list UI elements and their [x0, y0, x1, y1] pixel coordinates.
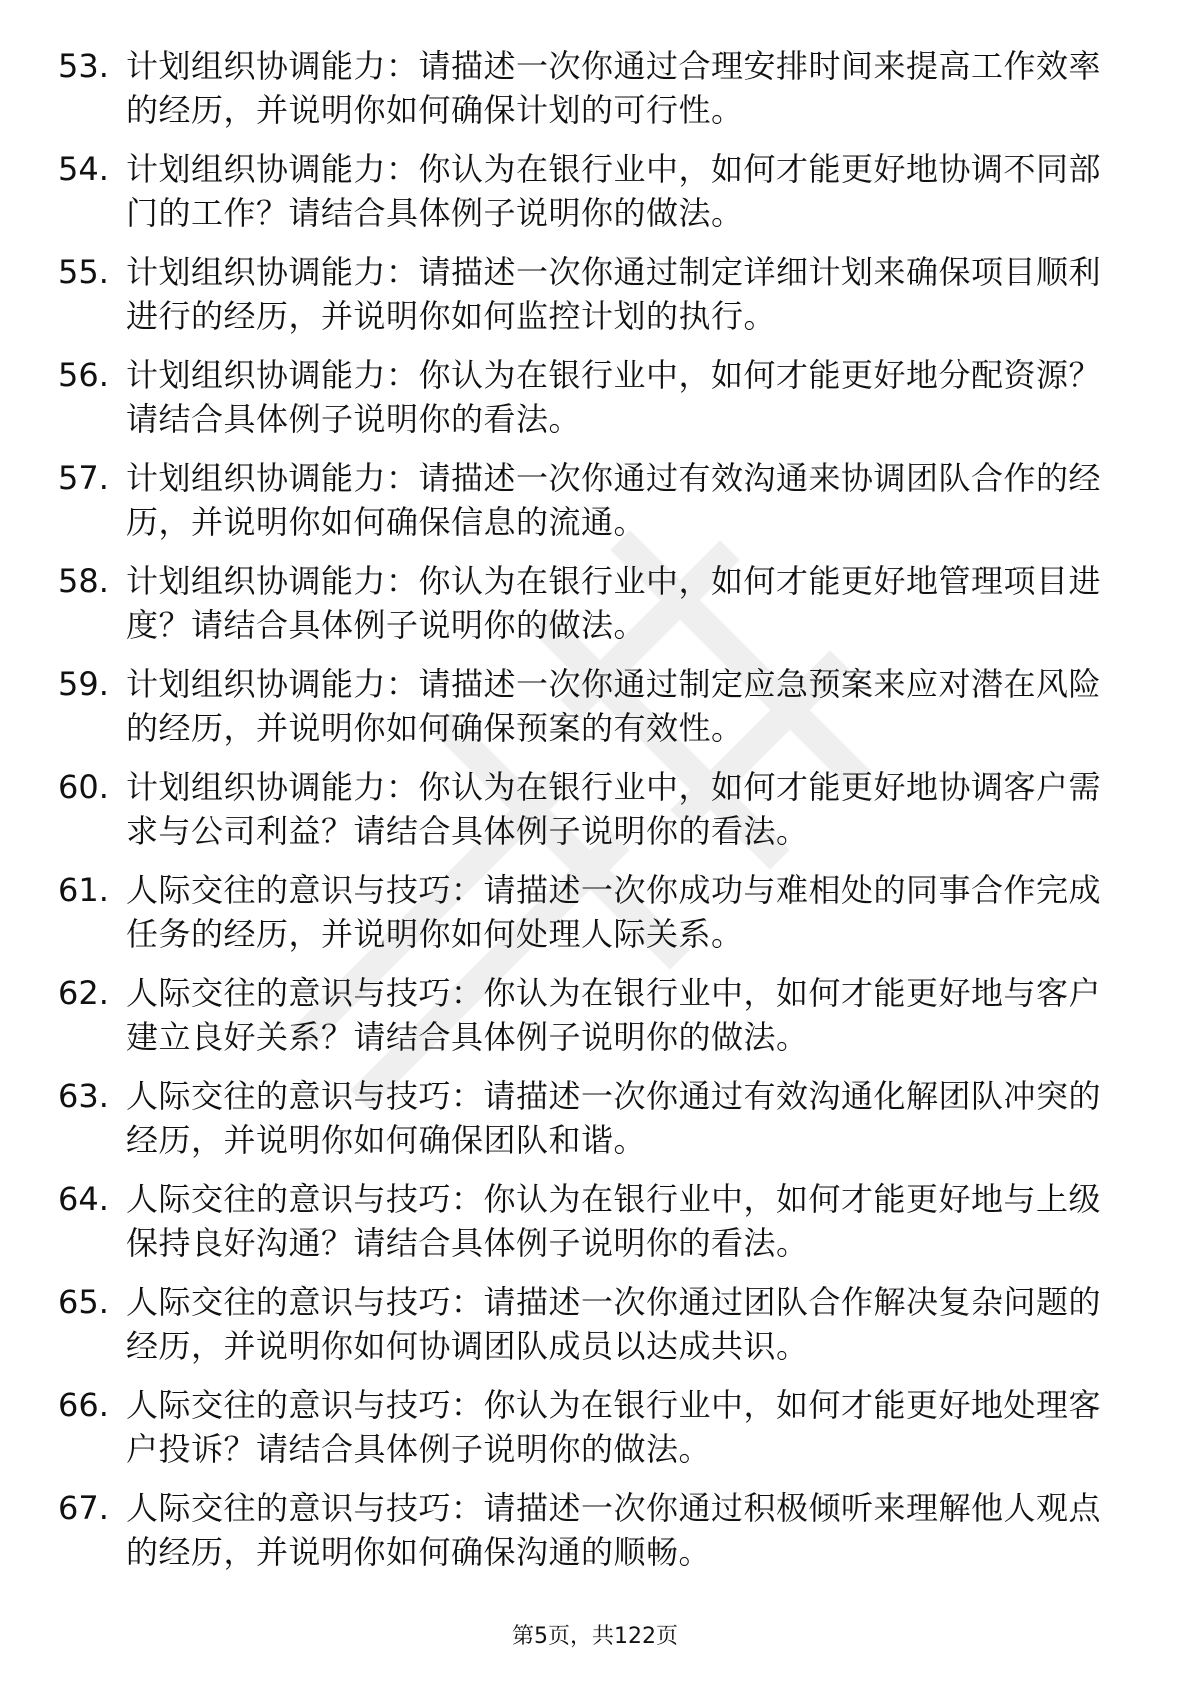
- question-text: 计划组织协调能力：你认为在银行业中，如何才能更好地协调不同部门的工作？请结合具体例子说明你的做法。: [126, 150, 1102, 232]
- question-item: [0, 44, 1190, 147]
- question-number: 65.: [58, 1283, 109, 1321]
- question-item: [0, 353, 1190, 456]
- question-number: 63.: [58, 1077, 109, 1115]
- question-text: 人际交往的意识与技巧：你认为在银行业中，如何才能更好地与客户建立良好关系？请结合具体例子说明你的做法。: [126, 974, 1102, 1056]
- question-text: 计划组织协调能力：请描述一次你通过有效沟通来协调团队合作的经历，并说明你如何确保信息的流通。: [126, 459, 1102, 541]
- question-number: 57.: [58, 459, 109, 497]
- question-item: [0, 1177, 1190, 1280]
- question-text: 人际交往的意识与技巧：请描述一次你通过团队合作解决复杂问题的经历，并说明你如何协调团队成员以达成共识。: [126, 1283, 1102, 1365]
- question-text: 计划组织协调能力：请描述一次你通过合理安排时间来提高工作效率的经历，并说明你如何确保计划的可行性。: [126, 47, 1102, 129]
- question-list: [0, 44, 1190, 1589]
- page-indicator: 第5页，共122页: [512, 1624, 678, 1649]
- question-number: 53.: [58, 47, 109, 85]
- question-item: [0, 868, 1190, 971]
- question-item: [0, 456, 1190, 559]
- question-item: [0, 250, 1190, 353]
- question-text: 计划组织协调能力：请描述一次你通过制定应急预案来应对潜在风险的经历，并说明你如何确保预案的有效性。: [126, 665, 1102, 747]
- question-number: 60.: [58, 768, 109, 806]
- question-text: 人际交往的意识与技巧：请描述一次你通过有效沟通化解团队冲突的经历，并说明你如何确保团队和谐。: [126, 1077, 1102, 1159]
- question-number: 61.: [58, 871, 109, 909]
- question-item: [0, 1383, 1190, 1486]
- question-item: [0, 147, 1190, 250]
- question-text: 计划组织协调能力：你认为在银行业中，如何才能更好地分配资源？请结合具体例子说明你的看法。: [126, 356, 1102, 438]
- question-text: 人际交往的意识与技巧：请描述一次你成功与难相处的同事合作完成任务的经历，并说明你如何处理人际关系。: [126, 871, 1102, 953]
- question-item: [0, 1280, 1190, 1383]
- question-number: 59.: [58, 665, 109, 703]
- question-item: [0, 1074, 1190, 1177]
- question-text: 人际交往的意识与技巧：你认为在银行业中，如何才能更好地处理客户投诉？请结合具体例子说明你的做法。: [126, 1386, 1102, 1468]
- question-text: 人际交往的意识与技巧：请描述一次你通过积极倾听来理解他人观点的经历，并说明你如何确保沟通的顺畅。: [126, 1489, 1102, 1571]
- question-number: 64.: [58, 1180, 109, 1218]
- question-number: 62.: [58, 974, 109, 1012]
- question-text: 计划组织协调能力：你认为在银行业中，如何才能更好地协调客户需求与公司利益？请结合具体例子说明你的看法。: [126, 768, 1102, 850]
- question-item: [0, 559, 1190, 662]
- question-number: 67.: [58, 1489, 109, 1527]
- question-number: 56.: [58, 356, 109, 394]
- question-number: 54.: [58, 150, 109, 188]
- question-text: 人际交往的意识与技巧：你认为在银行业中，如何才能更好地与上级保持良好沟通？请结合具体例子说明你的看法。: [126, 1180, 1102, 1262]
- question-item: [0, 662, 1190, 765]
- question-text: 计划组织协调能力：请描述一次你通过制定详细计划来确保项目顺利进行的经历，并说明你如何监控计划的执行。: [126, 253, 1102, 335]
- question-text: 计划组织协调能力：你认为在银行业中，如何才能更好地管理项目进度？请结合具体例子说明你的做法。: [126, 562, 1102, 644]
- question-number: 58.: [58, 562, 109, 600]
- question-item: [0, 971, 1190, 1074]
- question-item: [0, 1486, 1190, 1589]
- question-number: 66.: [58, 1386, 109, 1424]
- question-item: [0, 765, 1190, 868]
- question-number: 55.: [58, 253, 109, 291]
